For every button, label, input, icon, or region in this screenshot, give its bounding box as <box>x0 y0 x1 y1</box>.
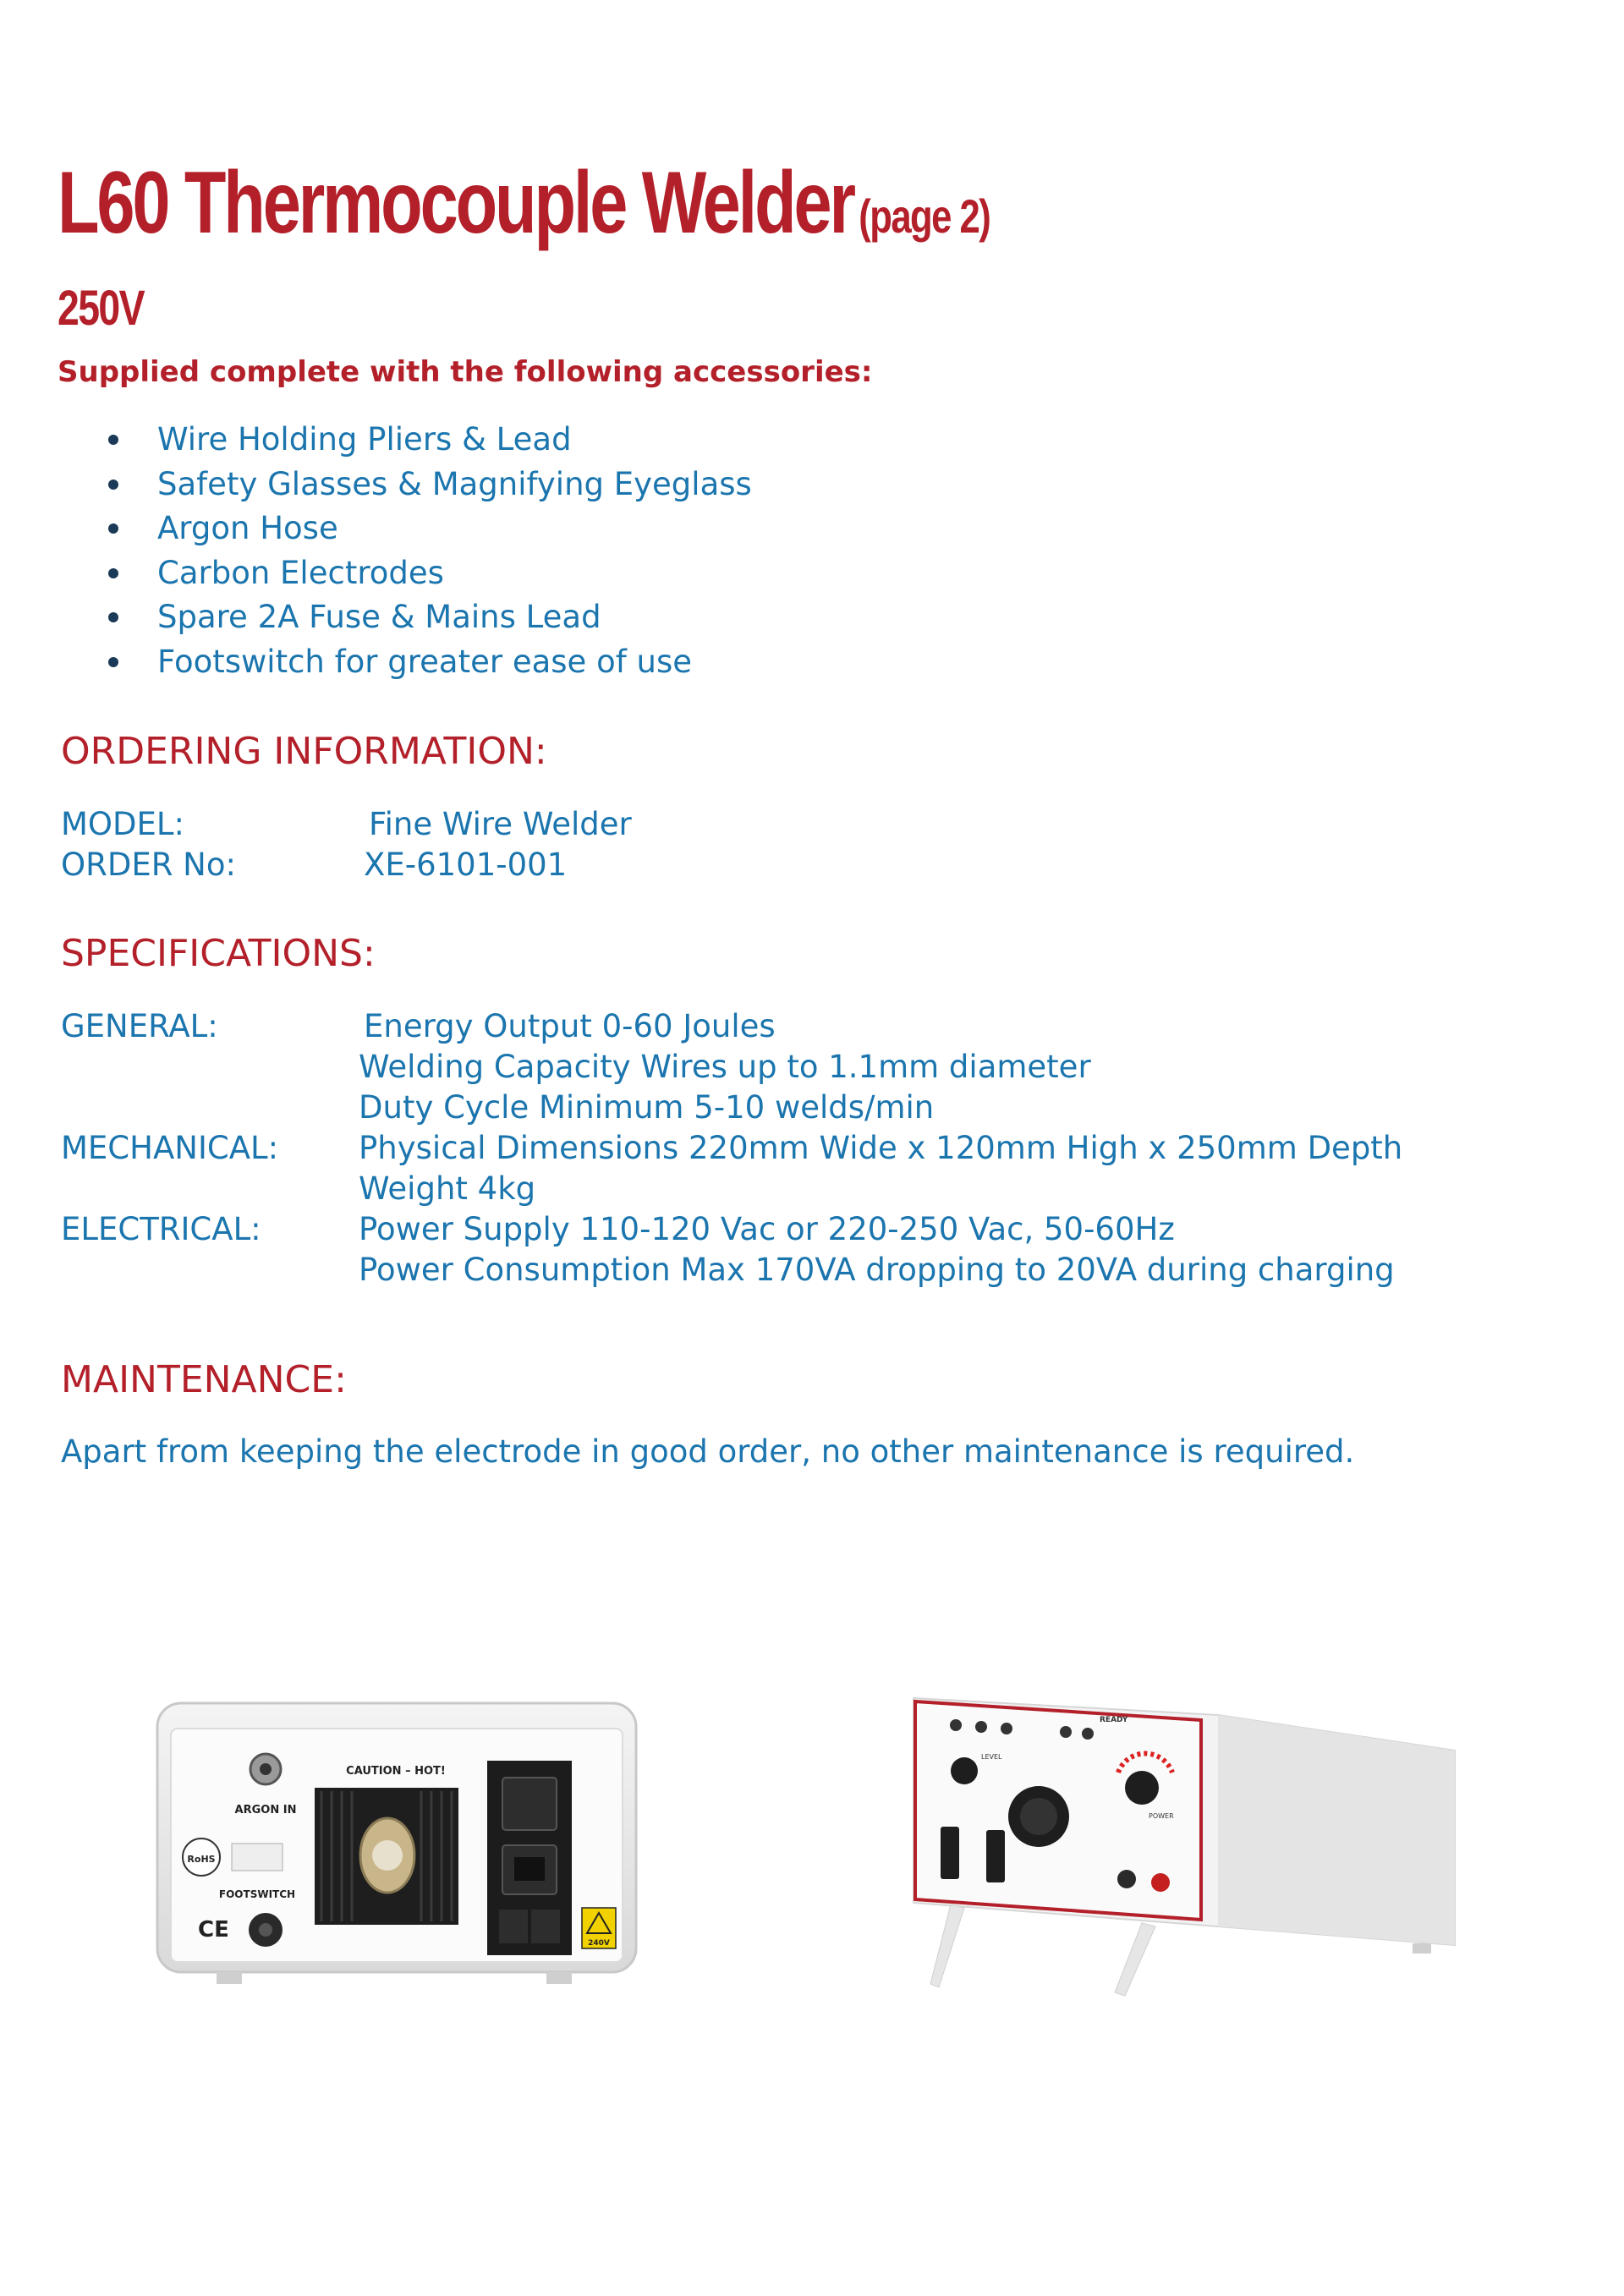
spec-value: Energy Output 0-60 Joules <box>364 1008 776 1044</box>
supplied-heading: Supplied complete with the following accessories: <box>58 355 873 389</box>
ordering-heading: ORDERING INFORMATION: <box>61 730 547 773</box>
bullet-icon <box>108 479 118 490</box>
spec-label: MECHANICAL: <box>61 1130 279 1166</box>
spec-value: Duty Cycle Minimum 5-10 welds/min <box>359 1089 935 1126</box>
spec-label: ELECTRICAL: <box>61 1211 261 1247</box>
level-label: LEVEL <box>981 1753 1002 1761</box>
row-label: MODEL: <box>61 806 184 842</box>
row-label: ORDER No: <box>61 847 236 883</box>
argon-label: ARGON IN <box>234 1804 297 1817</box>
spec-value: Power Supply 110-120 Vac or 220-250 Vac, 50-60Hz <box>359 1211 1175 1247</box>
footswitch-label: FOOTSWITCH <box>218 1888 296 1900</box>
spec-value: Welding Capacity Wires up to 1.1mm diameter <box>359 1049 1091 1085</box>
bullet-icon <box>108 568 118 578</box>
ready-label: READY <box>1100 1716 1128 1724</box>
caution-label: CAUTION – HOT! <box>346 1765 446 1778</box>
ce-mark: CE <box>198 1917 229 1943</box>
list-item: Wire Holding Pliers & Lead <box>108 418 752 463</box>
maintenance-heading: MAINTENANCE: <box>61 1358 347 1401</box>
specifications-heading: SPECIFICATIONS: <box>61 932 376 975</box>
rohs-mark: RoHS <box>187 1854 216 1865</box>
page-title <box>58 154 990 252</box>
list-item: Footswitch for greater ease of use <box>108 640 752 685</box>
title-suffix: (page 2) <box>859 189 990 243</box>
bullet-icon <box>108 523 118 534</box>
spec-value: Power Consumption Max 170VA dropping to 20VA during charging <box>359 1252 1395 1288</box>
voltage-heading: 250V <box>58 281 144 336</box>
accessories-list <box>108 418 752 684</box>
list-item: Spare 2A Fuse & Mains Lead <box>108 595 752 640</box>
spec-label: GENERAL: <box>61 1008 218 1044</box>
list-item: Argon Hose <box>108 507 752 551</box>
row-value: XE-6101-001 <box>364 847 568 883</box>
bullet-icon <box>108 612 118 622</box>
power-label: POWER <box>1149 1812 1174 1820</box>
welder-front-photo <box>897 1691 1480 2013</box>
bullet-icon <box>108 657 118 667</box>
row-value: Fine Wire Welder <box>369 806 632 842</box>
list-item: Safety Glasses & Magnifying Eyeglass <box>108 463 752 507</box>
spec-value: Physical Dimensions 220mm Wide x 120mm High x 250mm Depth <box>359 1130 1403 1166</box>
spec-value: Weight 4kg <box>359 1170 536 1207</box>
bullet-icon <box>108 435 118 445</box>
voltage-tag: 240V <box>588 1939 610 1948</box>
list-item: Carbon Electrodes <box>108 551 752 596</box>
title-main: L60 Thermocouple Welder <box>58 154 853 252</box>
welder-rear-photo <box>149 1696 645 2001</box>
maintenance-text: Apart from keeping the electrode in good order, no other maintenance is required. <box>61 1433 1355 1470</box>
